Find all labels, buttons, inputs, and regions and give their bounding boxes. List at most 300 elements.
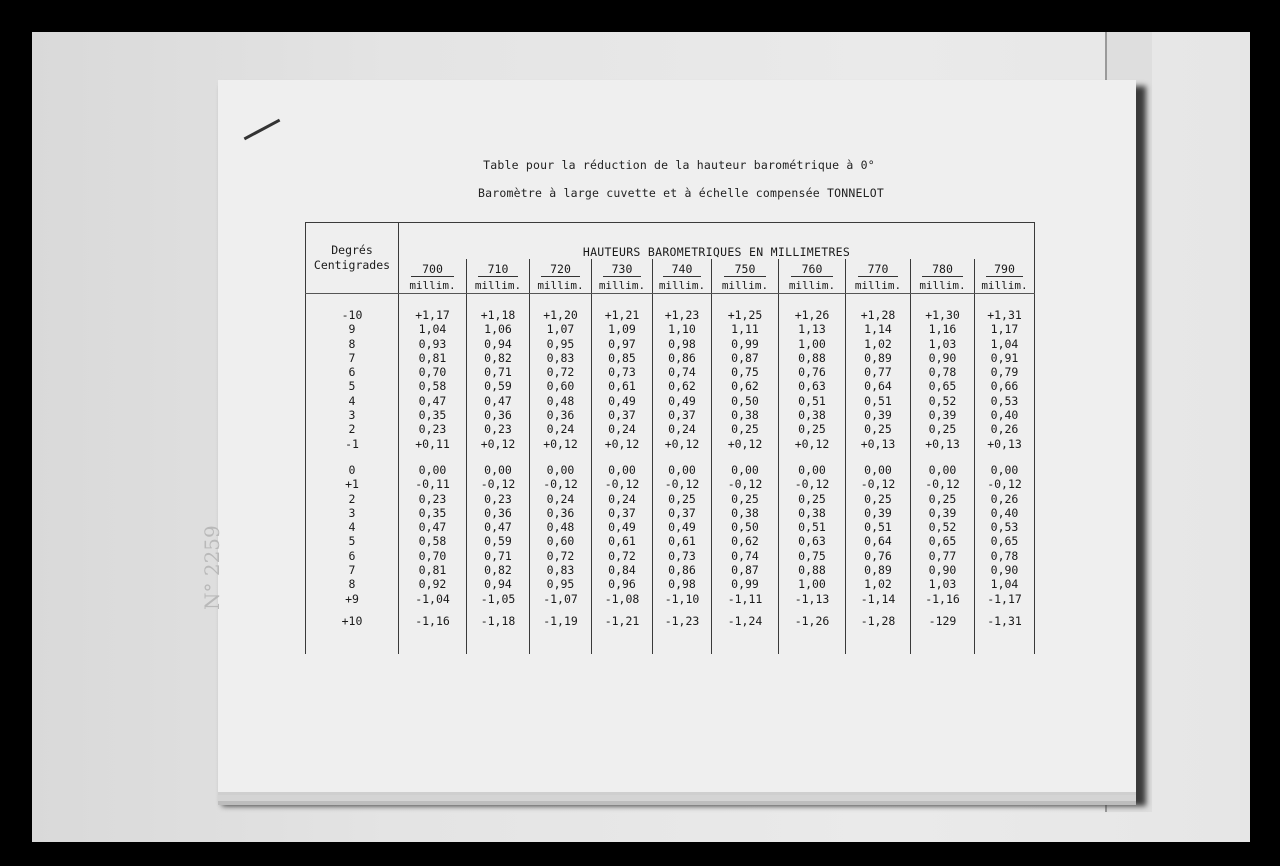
correction-value-cell: 0,72 (530, 365, 592, 379)
spacer-cell (653, 628, 712, 654)
correction-value-cell: 0,78 (975, 549, 1035, 563)
correction-value-cell: 0,25 (712, 422, 779, 436)
correction-value-cell: -1,24 (712, 614, 779, 628)
correction-value-cell: 0,71 (467, 365, 530, 379)
correction-value-cell: 0,98 (653, 337, 712, 351)
spacer-cell (399, 451, 467, 463)
correction-value-cell: 0,37 (653, 408, 712, 422)
spacer-cell (399, 606, 467, 614)
table-row (306, 337, 1035, 351)
correction-value-cell: 0,63 (779, 534, 846, 548)
correction-value-cell: 1,03 (911, 577, 975, 591)
correction-value-cell: 0,23 (467, 422, 530, 436)
correction-value-cell: 0,35 (399, 408, 467, 422)
correction-value-cell: -1,11 (712, 592, 779, 606)
degree-cell: 0 (306, 463, 399, 477)
correction-value-cell: 1,04 (399, 322, 467, 336)
table-row (306, 506, 1035, 520)
correction-value-cell: 1,03 (911, 337, 975, 351)
correction-value-cell: -1,10 (653, 592, 712, 606)
correction-value-cell: 0,00 (911, 463, 975, 477)
correction-value-cell: +1,20 (530, 308, 592, 322)
correction-value-cell: 0,60 (530, 379, 592, 393)
spacer-cell (530, 606, 592, 614)
table-row (306, 477, 1035, 491)
correction-value-cell: 0,50 (712, 520, 779, 534)
document-subtitle: Baromètre à large cuvette et à échelle compensée TONNELOT (477, 186, 885, 200)
correction-value-cell: 0,48 (530, 394, 592, 408)
spacer-cell (846, 606, 911, 614)
spacer-cell (467, 294, 530, 309)
correction-value-cell: +1,28 (846, 308, 911, 322)
correction-value-cell: 0,58 (399, 379, 467, 393)
degrees-header-line2: Centigrades (313, 258, 391, 272)
pressure-group-header: HAUTEURS BAROMETRIQUES EN MILLIMETRES (399, 223, 1035, 260)
spacer-row (306, 294, 1035, 309)
correction-value-cell: 0,00 (846, 463, 911, 477)
correction-value-cell: 0,90 (911, 563, 975, 577)
column-header-pressure (530, 259, 592, 277)
correction-value-cell: 0,25 (846, 492, 911, 506)
spacer-cell (530, 294, 592, 309)
correction-value-cell: 0,77 (911, 549, 975, 563)
degree-cell: -1 (306, 437, 399, 451)
correction-value-cell: +1,26 (779, 308, 846, 322)
table-row (306, 308, 1035, 322)
spacer-cell (467, 451, 530, 463)
degree-cell: 4 (306, 520, 399, 534)
table-row (306, 463, 1035, 477)
correction-value-cell: 0,53 (975, 520, 1035, 534)
correction-value-cell: 0,76 (846, 549, 911, 563)
correction-value-cell: 0,23 (399, 422, 467, 436)
correction-value-cell: 0,47 (399, 394, 467, 408)
correction-value-cell: 1,13 (779, 322, 846, 336)
correction-value-cell: 1,14 (846, 322, 911, 336)
spacer-cell (306, 294, 399, 309)
column-header-pressure (592, 259, 653, 277)
correction-value-cell: 0,59 (467, 379, 530, 393)
spacer-cell (712, 606, 779, 614)
correction-value-cell: -1,17 (975, 592, 1035, 606)
correction-value-cell: 0,00 (975, 463, 1035, 477)
correction-value-cell: 1,06 (467, 322, 530, 336)
correction-value-cell: 0,96 (592, 577, 653, 591)
spacer-cell (779, 451, 846, 463)
correction-value-cell: 1,00 (779, 577, 846, 591)
correction-value-cell: 0,37 (653, 506, 712, 520)
correction-value-cell: +0,12 (467, 437, 530, 451)
correction-value-cell: 0,84 (592, 563, 653, 577)
correction-value-cell: +1,23 (653, 308, 712, 322)
correction-value-cell: 0,24 (530, 422, 592, 436)
correction-value-cell: 0,36 (530, 408, 592, 422)
correction-value-cell: -1,16 (911, 592, 975, 606)
degree-cell: 7 (306, 351, 399, 365)
degree-cell: 3 (306, 506, 399, 520)
spacer-cell (712, 294, 779, 309)
spacer-cell (975, 628, 1035, 654)
correction-value-cell: 0,00 (712, 463, 779, 477)
correction-value-cell: 0,36 (467, 408, 530, 422)
correction-value-cell: -1,04 (399, 592, 467, 606)
correction-value-cell: 0,73 (592, 365, 653, 379)
correction-value-cell: 0,61 (592, 534, 653, 548)
column-unit-label: millim. (712, 277, 779, 294)
degree-cell: 6 (306, 365, 399, 379)
correction-value-cell: 0,25 (653, 492, 712, 506)
spacer-cell (467, 606, 530, 614)
correction-value-cell: 1,07 (530, 322, 592, 336)
column-header-pressure (653, 259, 712, 277)
table-row (306, 614, 1035, 628)
spacer-cell (399, 628, 467, 654)
correction-value-cell: 0,23 (399, 492, 467, 506)
correction-value-cell: -0,12 (592, 477, 653, 491)
spacer-cell (592, 294, 653, 309)
correction-value-cell: 1,04 (975, 577, 1035, 591)
spacer-cell (712, 628, 779, 654)
correction-value-cell: 0,89 (846, 351, 911, 365)
correction-value-cell: 0,74 (653, 365, 712, 379)
correction-value-cell: 0,37 (592, 506, 653, 520)
spacer-cell (911, 628, 975, 654)
correction-value-cell: 0,60 (530, 534, 592, 548)
spacer-cell (846, 628, 911, 654)
correction-value-cell: 1,11 (712, 322, 779, 336)
table-row (306, 422, 1035, 436)
column-header-pressure (975, 259, 1035, 277)
document-title: Table pour la réduction de la hauteur barométrique à 0° (483, 158, 875, 172)
correction-value-cell: 0,00 (779, 463, 846, 477)
spacer-cell (712, 451, 779, 463)
correction-value-cell: 0,38 (712, 408, 779, 422)
correction-value-cell: 1,02 (846, 577, 911, 591)
degree-cell: 9 (306, 322, 399, 336)
correction-value-cell: 0,50 (712, 394, 779, 408)
spacer-cell (653, 294, 712, 309)
degree-cell: 4 (306, 394, 399, 408)
correction-value-cell: 0,70 (399, 365, 467, 379)
correction-value-cell: 1,16 (911, 322, 975, 336)
column-header-pressure (779, 259, 846, 277)
column-unit-label: millim. (779, 277, 846, 294)
correction-value-cell: 0,82 (467, 351, 530, 365)
correction-value-cell: -0,12 (846, 477, 911, 491)
degree-cell: -10 (306, 308, 399, 322)
correction-value-cell: 0,62 (712, 379, 779, 393)
column-header-value: 750 (724, 262, 766, 277)
correction-value-cell: 0,51 (846, 394, 911, 408)
spacer-cell (306, 628, 399, 654)
column-unit-label: millim. (653, 277, 712, 294)
correction-value-cell: +0,12 (592, 437, 653, 451)
correction-value-cell: 0,63 (779, 379, 846, 393)
spacer-cell (592, 628, 653, 654)
correction-value-cell: 0,58 (399, 534, 467, 548)
correction-value-cell: 1,02 (846, 337, 911, 351)
degree-cell: +1 (306, 477, 399, 491)
column-header-value: 780 (922, 262, 962, 277)
correction-value-cell: 0,61 (592, 379, 653, 393)
correction-value-cell: -1,07 (530, 592, 592, 606)
correction-value-cell: 0,25 (911, 422, 975, 436)
correction-value-cell: 0,59 (467, 534, 530, 548)
correction-value-cell: 0,40 (975, 506, 1035, 520)
correction-value-cell: 0,90 (911, 351, 975, 365)
correction-value-cell: +0,13 (975, 437, 1035, 451)
table-row (306, 437, 1035, 451)
table-row (306, 549, 1035, 563)
correction-value-cell: 0,39 (911, 408, 975, 422)
correction-value-cell: 0,87 (712, 351, 779, 365)
handwritten-side-note: N° 2259 (200, 525, 224, 610)
column-unit-label: millim. (846, 277, 911, 294)
correction-value-cell: 0,38 (779, 408, 846, 422)
correction-value-cell: 0,39 (846, 506, 911, 520)
correction-value-cell: 1,04 (975, 337, 1035, 351)
degree-cell: 2 (306, 422, 399, 436)
correction-value-cell: 0,83 (530, 351, 592, 365)
correction-value-cell: -0,12 (712, 477, 779, 491)
spacer-cell (846, 294, 911, 309)
correction-value-cell: 0,62 (653, 379, 712, 393)
column-header-value: 730 (603, 262, 641, 277)
column-header-value: 760 (791, 262, 833, 277)
correction-value-cell: 0,70 (399, 549, 467, 563)
correction-value-cell: 1,09 (592, 322, 653, 336)
column-unit-label: millim. (399, 277, 467, 294)
column-header-pressure (911, 259, 975, 277)
correction-value-cell: 0,26 (975, 492, 1035, 506)
correction-value-cell: -0,11 (399, 477, 467, 491)
degree-cell: 5 (306, 379, 399, 393)
correction-value-cell: 0,36 (530, 506, 592, 520)
column-header-pressure (712, 259, 779, 277)
correction-value-cell: 0,35 (399, 506, 467, 520)
degree-cell: 6 (306, 549, 399, 563)
correction-value-cell: -1,28 (846, 614, 911, 628)
correction-value-cell: 0,24 (530, 492, 592, 506)
correction-value-cell: 0,47 (467, 394, 530, 408)
correction-value-cell: 0,72 (592, 549, 653, 563)
spacer-cell (530, 451, 592, 463)
degrees-header-line1: Degrés (331, 243, 373, 257)
correction-value-cell: -1,13 (779, 592, 846, 606)
table-row (306, 534, 1035, 548)
correction-value-cell: -1,14 (846, 592, 911, 606)
correction-value-cell: 0,93 (399, 337, 467, 351)
spacer-cell (911, 606, 975, 614)
correction-value-cell: 0,49 (653, 520, 712, 534)
correction-value-cell: 0,38 (712, 506, 779, 520)
correction-value-cell: 0,36 (467, 506, 530, 520)
correction-value-cell: 0,87 (712, 563, 779, 577)
correction-value-cell: 0,62 (712, 534, 779, 548)
correction-value-cell: +0,11 (399, 437, 467, 451)
correction-value-cell: 0,65 (911, 379, 975, 393)
correction-value-cell: 0,24 (653, 422, 712, 436)
column-unit-label: millim. (467, 277, 530, 294)
correction-value-cell: -1,23 (653, 614, 712, 628)
correction-value-cell: -0,12 (530, 477, 592, 491)
correction-value-cell: 0,90 (975, 563, 1035, 577)
correction-value-cell: 0,25 (779, 422, 846, 436)
correction-value-cell: 0,51 (779, 394, 846, 408)
correction-value-cell: -1,08 (592, 592, 653, 606)
correction-value-cell: +1,21 (592, 308, 653, 322)
correction-value-cell: 0,86 (653, 351, 712, 365)
correction-value-cell: 0,00 (399, 463, 467, 477)
correction-value-cell: 0,76 (779, 365, 846, 379)
correction-value-cell: 0,39 (846, 408, 911, 422)
correction-value-cell: 0,00 (467, 463, 530, 477)
spacer-cell (592, 451, 653, 463)
correction-value-cell: +0,13 (846, 437, 911, 451)
correction-value-cell: 0,99 (712, 337, 779, 351)
table-row (306, 492, 1035, 506)
table-row (306, 365, 1035, 379)
degree-cell: +9 (306, 592, 399, 606)
column-unit-label: millim. (975, 277, 1035, 294)
table-row (306, 394, 1035, 408)
degree-cell: 5 (306, 534, 399, 548)
correction-value-cell: 0,75 (779, 549, 846, 563)
correction-value-cell: 0,52 (911, 394, 975, 408)
degree-cell: 8 (306, 337, 399, 351)
degree-cell: 7 (306, 563, 399, 577)
spacer-row (306, 606, 1035, 614)
correction-value-cell: -0,12 (911, 477, 975, 491)
correction-value-cell: 1,00 (779, 337, 846, 351)
correction-value-cell: 0,74 (712, 549, 779, 563)
spacer-cell (846, 451, 911, 463)
correction-value-cell: 0,00 (530, 463, 592, 477)
correction-value-cell: 0,75 (712, 365, 779, 379)
correction-value-cell: 0,83 (530, 563, 592, 577)
correction-value-cell: 0,51 (779, 520, 846, 534)
correction-value-cell: +0,12 (530, 437, 592, 451)
column-header-value: 770 (858, 262, 899, 277)
table-row (306, 351, 1035, 365)
spacer-cell (975, 606, 1035, 614)
degree-cell: 2 (306, 492, 399, 506)
correction-value-cell: +1,18 (467, 308, 530, 322)
correction-value-cell: +1,30 (911, 308, 975, 322)
correction-value-cell: +1,31 (975, 308, 1035, 322)
table-row (306, 322, 1035, 336)
correction-value-cell: 0,88 (779, 563, 846, 577)
correction-value-cell: +0,12 (779, 437, 846, 451)
spacer-cell (779, 628, 846, 654)
correction-value-cell: -1,16 (399, 614, 467, 628)
correction-value-cell: 0,95 (530, 577, 592, 591)
correction-value-cell: 0,97 (592, 337, 653, 351)
spacer-cell (530, 628, 592, 654)
spacer-row (306, 628, 1035, 654)
column-header-value: 790 (986, 262, 1024, 277)
table-row (306, 408, 1035, 422)
spacer-cell (653, 606, 712, 614)
correction-value-cell: 0,25 (779, 492, 846, 506)
spacer-cell (911, 294, 975, 309)
correction-value-cell: 0,72 (530, 549, 592, 563)
correction-value-cell: 0,85 (592, 351, 653, 365)
correction-value-cell: 0,39 (911, 506, 975, 520)
table-row (306, 577, 1035, 591)
correction-value-cell: 0,51 (846, 520, 911, 534)
correction-value-cell: 0,98 (653, 577, 712, 591)
spacer-cell (306, 606, 399, 614)
correction-value-cell: -1,19 (530, 614, 592, 628)
correction-value-cell: 0,25 (846, 422, 911, 436)
degree-cell: +10 (306, 614, 399, 628)
spacer-cell (306, 451, 399, 463)
column-unit-label: millim. (911, 277, 975, 294)
correction-value-cell: 0,81 (399, 563, 467, 577)
correction-value-cell: 0,65 (911, 534, 975, 548)
correction-value-cell: 0,95 (530, 337, 592, 351)
column-header-value: 740 (663, 262, 700, 277)
column-header-value: 720 (541, 262, 580, 277)
spacer-cell (975, 451, 1035, 463)
correction-value-cell: -0,12 (467, 477, 530, 491)
correction-value-cell: 0,24 (592, 492, 653, 506)
column-header-value: 710 (478, 262, 518, 277)
degree-cell: 3 (306, 408, 399, 422)
spacer-cell (592, 606, 653, 614)
correction-value-cell: 0,94 (467, 577, 530, 591)
correction-value-cell: 0,99 (712, 577, 779, 591)
column-header-pressure (846, 259, 911, 277)
column-header-value: 700 (411, 262, 454, 277)
correction-value-cell: -129 (911, 614, 975, 628)
correction-value-cell: 0,52 (911, 520, 975, 534)
correction-value-cell: 0,49 (653, 394, 712, 408)
correction-value-cell: +0,13 (911, 437, 975, 451)
correction-value-cell: +0,12 (653, 437, 712, 451)
correction-value-cell: +1,17 (399, 308, 467, 322)
correction-value-cell: -1,21 (592, 614, 653, 628)
spacer-cell (779, 606, 846, 614)
correction-value-cell: 0,92 (399, 577, 467, 591)
correction-value-cell: 0,49 (592, 520, 653, 534)
correction-value-cell: 0,38 (779, 506, 846, 520)
correction-value-cell: 0,37 (592, 408, 653, 422)
correction-value-cell: -1,26 (779, 614, 846, 628)
correction-value-cell: 0,71 (467, 549, 530, 563)
correction-value-cell: 0,66 (975, 379, 1035, 393)
correction-value-cell: 0,61 (653, 534, 712, 548)
correction-value-cell: 0,23 (467, 492, 530, 506)
correction-value-cell: 1,17 (975, 322, 1035, 336)
barometric-reduction-table (305, 222, 1035, 654)
table-row (306, 592, 1035, 606)
correction-value-cell: +1,25 (712, 308, 779, 322)
degree-cell: 8 (306, 577, 399, 591)
correction-value-cell: 0,77 (846, 365, 911, 379)
correction-value-cell: -0,12 (779, 477, 846, 491)
correction-value-cell: 0,91 (975, 351, 1035, 365)
column-header-pressure (467, 259, 530, 277)
column-unit-label: millim. (530, 277, 592, 294)
spacer-cell (653, 451, 712, 463)
correction-value-cell: 0,24 (592, 422, 653, 436)
correction-value-cell: 0,48 (530, 520, 592, 534)
correction-value-cell: 0,00 (592, 463, 653, 477)
correction-value-cell: 0,89 (846, 563, 911, 577)
correction-value-cell: 0,25 (911, 492, 975, 506)
